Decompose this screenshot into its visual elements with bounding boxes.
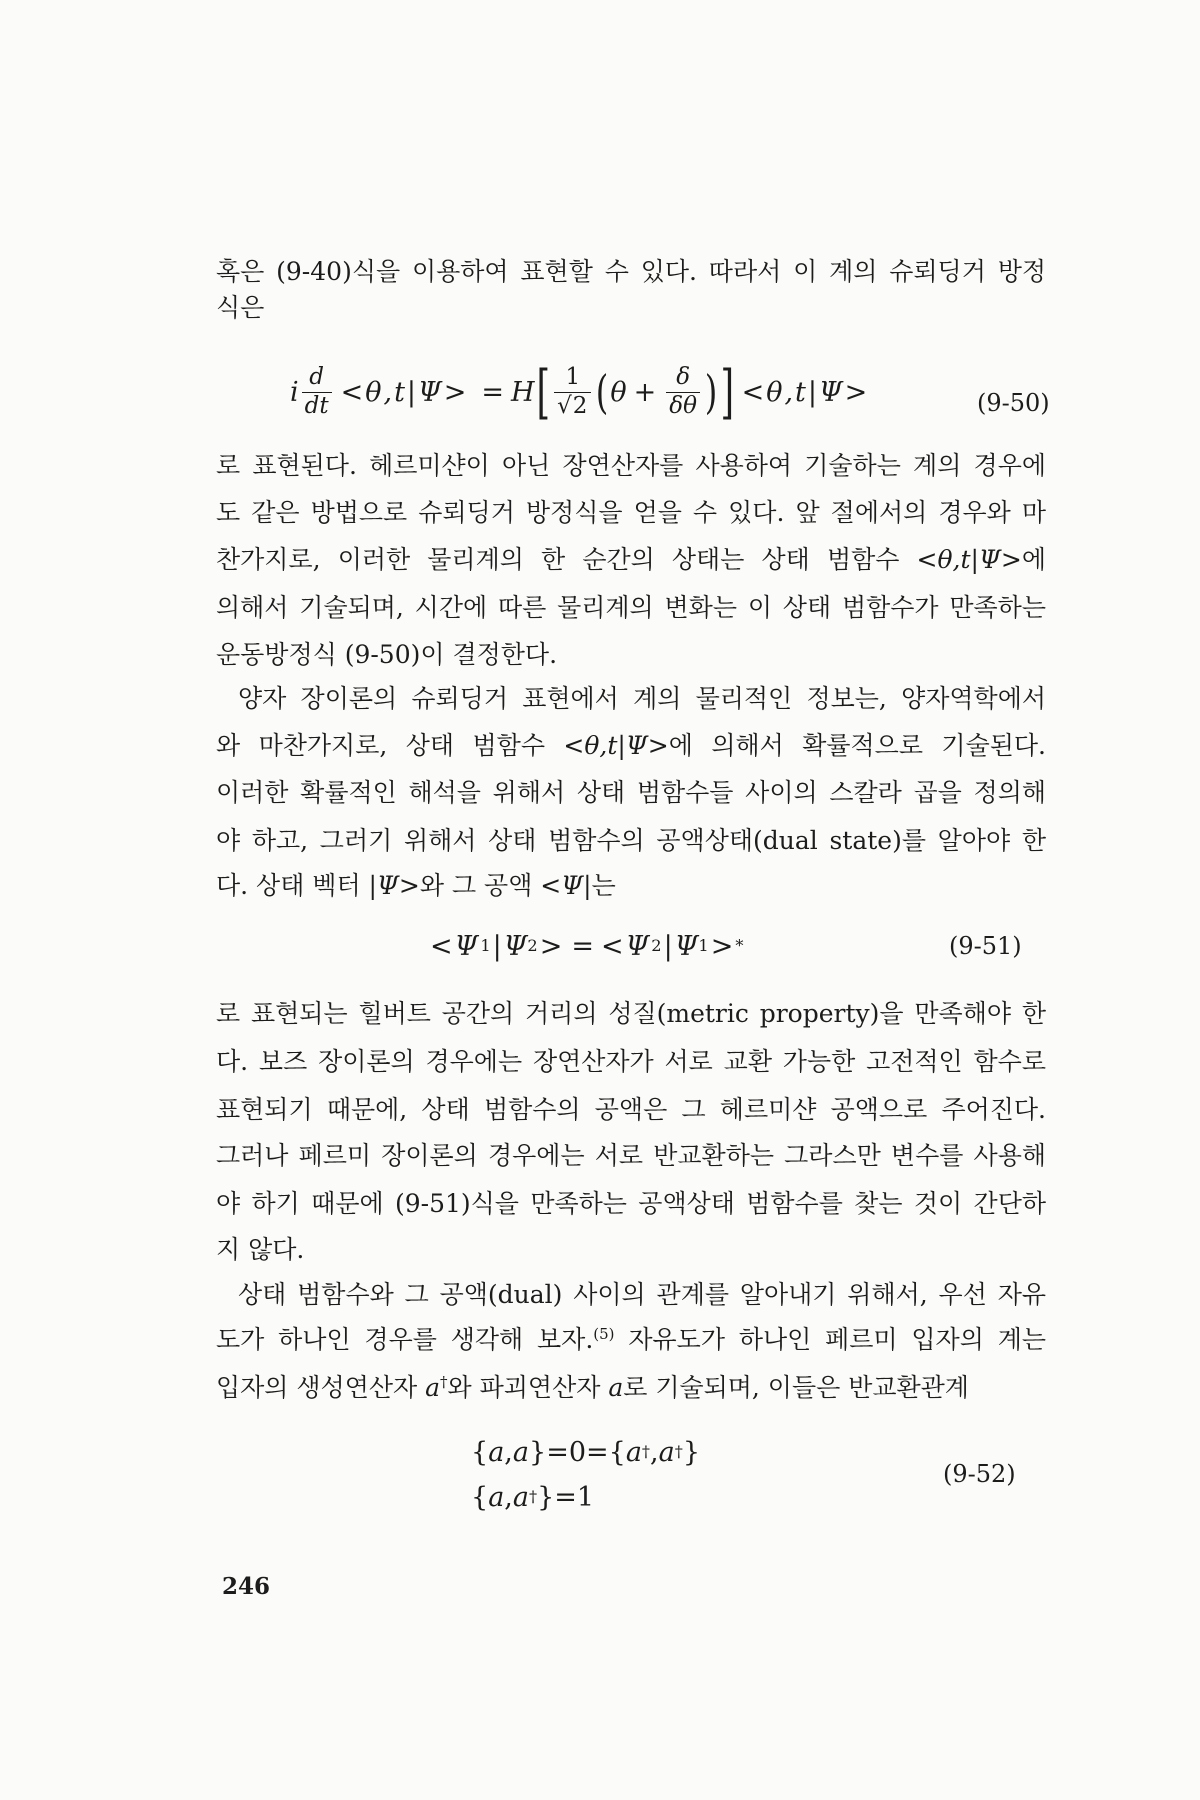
line-content [216, 866, 616, 906]
body-text-line [216, 493, 1046, 533]
text-segment: 야 하고, 그러기 위해서 상태 범함수의 공액상태(dual state)를 알아야 한 [216, 826, 1046, 855]
line-content [216, 1090, 1046, 1130]
line-content [216, 1184, 1046, 1224]
line-content [216, 540, 1046, 580]
text-segment: 운동방정식 (9-50)이 결정한다. [216, 640, 558, 669]
bracket-open: < [430, 930, 453, 962]
brace-open: { [471, 1481, 489, 1513]
imaginary-unit: i [290, 376, 299, 408]
operator-a: a [512, 1481, 529, 1513]
line-content [216, 1136, 1046, 1176]
line-content [216, 493, 1046, 533]
line-content [216, 635, 557, 675]
inline-math: |Ψ> [368, 871, 420, 900]
state-functional-lhs: <θ,t|Ψ> [340, 376, 469, 408]
fraction-denominator: δθ [669, 392, 697, 419]
value: 0 [568, 1436, 586, 1468]
open-bracket: [ [536, 358, 550, 426]
text-segment: 양자 장이론의 슈뢰딩거 표현에서 계의 물리적인 정보는, 양자역학에서 [238, 684, 1046, 713]
inline-math: <θ,t|Ψ> [916, 545, 1022, 574]
text-segment: 그러나 페르미 장이론의 경우에는 서로 반교환하는 그라스만 변수를 사용해 [216, 1141, 1046, 1170]
comma: , [504, 1436, 513, 1468]
separator-bar: | [663, 930, 673, 962]
text-segment: 상태 범함수와 그 공액(dual) 사이의 관계를 알아내기 위해서, 우선 자유 [238, 1280, 1046, 1309]
bracket-open: < [600, 930, 624, 962]
body-text-line [216, 866, 1046, 906]
text-segment: 다. 상태 벡터 [216, 871, 369, 900]
body-text-line [238, 679, 1046, 719]
equals-sign: = [554, 1481, 577, 1513]
equals-sign: = [571, 930, 594, 962]
equation-9-50 [290, 352, 875, 432]
fraction-numerator: d [302, 364, 332, 393]
body-text-line [216, 1090, 1046, 1130]
operator-a: a [625, 1436, 642, 1468]
body-text-line [216, 773, 1046, 813]
operator-a: a [488, 1481, 505, 1513]
text-segment: 는 [591, 871, 616, 900]
page-number: 246 [222, 1573, 271, 1600]
dagger-mark: † [440, 1373, 448, 1391]
text-segment: 와 파괴연산자 [447, 1373, 609, 1402]
field-variable: θ [610, 376, 627, 408]
line-content [216, 773, 1046, 813]
text-segment: 입자의 생성연산자 [216, 1373, 426, 1402]
line-content [238, 679, 1046, 719]
body-text-line [216, 588, 1046, 628]
close-bracket: ] [720, 358, 735, 426]
text-segment: 로 표현된다. 헤르미샨이 아닌 장연산자를 사용하여 기술하는 계의 경우에 [216, 451, 1046, 480]
equation-9-51: < Ψ 1 | Ψ 2 > = < Ψ 2 | Ψ 1 > * [430, 930, 744, 962]
body-text-line [238, 1275, 1046, 1315]
body-text-line [216, 252, 1046, 292]
body-text-line [216, 1136, 1046, 1176]
operator-a: a [512, 1436, 529, 1468]
equals-sign: = [546, 1436, 569, 1468]
equation-number: (9-50) [977, 389, 1050, 417]
text-segment: 에 의해서 확률적으로 기술된다. [668, 731, 1046, 760]
inline-math-operator: a [608, 1373, 624, 1402]
coefficient-fraction [554, 364, 591, 420]
text-segment: 와 그 공액 [419, 871, 541, 900]
fraction-denominator [554, 393, 591, 421]
equation-9-52-row-1: { a , a } = 0 = { a † , a † } [471, 1436, 700, 1468]
brace-close: } [537, 1481, 555, 1513]
body-text-line [216, 635, 1046, 675]
plus-sign: + [633, 376, 657, 408]
text-segment: 도가 하나인 경우를 생각해 보자. [216, 1325, 594, 1354]
state-symbol: Ψ [625, 930, 650, 962]
body-text-line [216, 821, 1046, 861]
line-content [216, 1230, 304, 1270]
brace-close: } [529, 1436, 547, 1468]
comma: , [650, 1436, 659, 1468]
fraction-numerator: 1 [554, 364, 591, 393]
operator-a: a [658, 1436, 675, 1468]
line-content [216, 252, 1046, 292]
text-segment: 지 않다. [216, 1235, 305, 1264]
body-text-line [216, 288, 1046, 328]
functional-derivative-fraction [666, 364, 700, 420]
state-symbol: Ψ [454, 930, 479, 962]
line-content [216, 288, 264, 328]
fraction-denominator: dt [304, 392, 329, 419]
brace-open: { [471, 1436, 489, 1468]
inline-math: <θ,t|Ψ> [563, 731, 669, 760]
close-paren: ) [704, 365, 718, 419]
text-segment: 의해서 기술되며, 시간에 따른 물리계의 변화는 이 상태 범함수가 만족하는 [216, 593, 1046, 622]
line-content [216, 1042, 1046, 1082]
text-segment: 에 [1021, 545, 1046, 574]
separator-bar: | [492, 930, 502, 962]
inline-math-operator: a [425, 1373, 441, 1402]
text-segment: 이러한 확률적인 해석을 위해서 상태 범함수들 사이의 스칼라 곱을 정의해 [216, 778, 1046, 807]
body-text-line [216, 726, 1046, 766]
equals-sign: = [586, 1436, 609, 1468]
radical-sign: √ [557, 392, 572, 419]
line-content [216, 821, 1046, 861]
text-segment: 로 표현되는 힐버트 공간의 거리의 성질(metric property)을 만족해야 한 [216, 999, 1046, 1028]
comma: , [504, 1481, 513, 1513]
line-content [216, 1320, 1046, 1360]
text-segment: 혹은 (9-40)식을 이용하여 표현할 수 있다. 따라서 이 계의 슈뢰딩거 방정 [216, 257, 1046, 286]
text-segment: 로 기술되며, 이들은 반교환관계 [623, 1373, 969, 1402]
body-text-line [216, 1042, 1046, 1082]
line-content [216, 588, 1046, 628]
body-text-line [216, 1230, 1046, 1270]
hamiltonian-symbol: H [510, 376, 535, 408]
line-content [216, 994, 1046, 1034]
time-derivative-fraction [302, 364, 332, 420]
open-paren: ( [596, 365, 609, 419]
body-text-line [216, 994, 1046, 1034]
text-segment: 와 마찬가지로, 상태 범함수 [216, 731, 564, 760]
brace-close: } [682, 1436, 700, 1468]
line-content [216, 1368, 969, 1408]
fraction-numerator: δ [666, 364, 700, 393]
body-text-line [216, 1184, 1046, 1224]
state-functional-rhs: <θ,t|Ψ> [741, 376, 870, 408]
line-content [216, 726, 1046, 766]
body-text-line [216, 446, 1046, 486]
inline-math: <Ψ| [540, 871, 592, 900]
text-segment: 표현되기 때문에, 상태 범함수의 공액은 그 헤르미샨 공액으로 주어진다. [216, 1095, 1046, 1124]
radicand: 2 [572, 392, 588, 419]
text-segment: 다. 보즈 장이론의 경우에는 장연산자가 서로 교환 가능한 고전적인 함수로 [216, 1047, 1046, 1076]
state-symbol: Ψ [674, 930, 699, 962]
text-segment: 찬가지로, 이러한 물리계의 한 순간의 상태는 상태 범함수 [216, 545, 917, 574]
state-symbol: Ψ [503, 930, 528, 962]
operator-a: a [488, 1436, 505, 1468]
line-content [216, 446, 1046, 486]
equation-number: (9-52) [943, 1460, 1016, 1488]
bracket-close: > [539, 930, 563, 962]
footnote-reference: (5) [593, 1325, 615, 1343]
equals-sign: = [481, 376, 504, 408]
body-text-line [216, 540, 1046, 580]
text-segment: 도 같은 방법으로 슈뢰딩거 방정식을 얻을 수 있다. 앞 절에서의 경우와 마 [216, 498, 1046, 527]
equation-9-52-row-2: { a , a † } = 1 [471, 1481, 595, 1513]
text-segment: 야 하기 때문에 (9-51)식을 만족하는 공액상태 범함수를 찾는 것이 간단하 [216, 1189, 1046, 1218]
text-segment: 자유도가 하나인 페르미 입자의 계는 [614, 1325, 1046, 1354]
brace-open: { [608, 1436, 626, 1468]
line-content [238, 1275, 1046, 1315]
bracket-close: > [710, 930, 734, 962]
text-segment: 식은 [216, 293, 265, 322]
body-text-line [216, 1368, 1046, 1408]
value: 1 [576, 1481, 595, 1513]
body-text-line [216, 1320, 1046, 1360]
equation-number: (9-51) [949, 932, 1022, 960]
